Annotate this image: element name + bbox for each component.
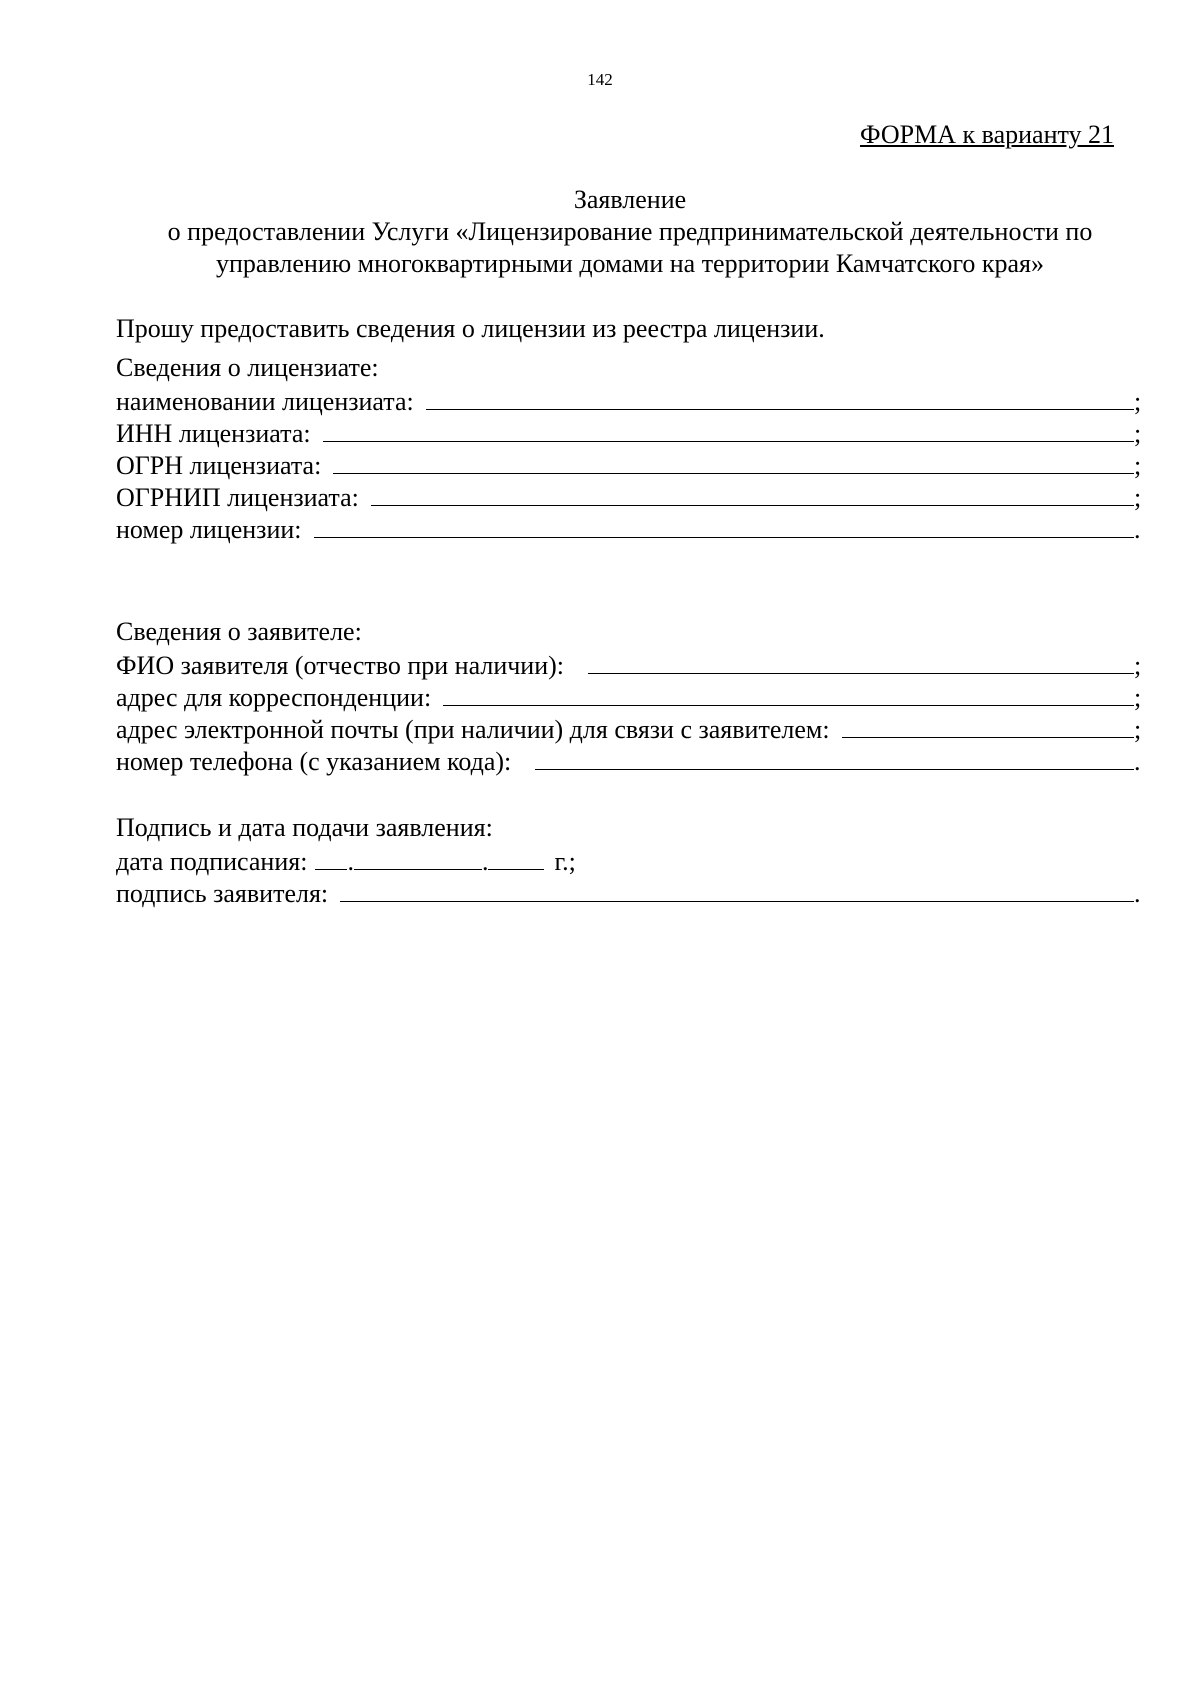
applicant-fullname-input-line[interactable] (588, 649, 1134, 674)
applicant-email-label: адрес электронной почты (при наличии) для связи с заявителем: (116, 715, 830, 744)
applicant-address-label: адрес для корреспонденции: (116, 683, 432, 712)
date-month-input-line[interactable] (354, 845, 482, 870)
field-terminator: ; (1134, 419, 1142, 448)
applicant-email-input-line[interactable] (842, 713, 1134, 738)
licensee-ogrnip-input-line[interactable] (371, 481, 1134, 506)
licensee-heading: Сведения о лицензиате: (116, 353, 379, 382)
applicant-address-input-line[interactable] (443, 681, 1134, 706)
field-terminator: ; (1134, 715, 1142, 744)
field-terminator: ; (1134, 651, 1142, 680)
field-terminator: ; (1134, 451, 1142, 480)
date-year-suffix: г.; (554, 847, 576, 876)
applicant-fullname-field (116, 648, 1146, 680)
form-variant-label: ФОРМА к варианту 21 (860, 120, 1114, 149)
field-terminator: ; (1134, 683, 1142, 712)
licensee-section (116, 352, 1146, 544)
field-terminator: ; (1134, 483, 1142, 512)
licensee-inn-field (116, 416, 1146, 448)
date-separator: . (347, 847, 354, 876)
field-terminator: . (1134, 515, 1141, 544)
licensee-name-label: наименовании лицензиата: (116, 387, 414, 416)
applicant-phone-input-line[interactable] (535, 745, 1134, 770)
applicant-section (116, 616, 1146, 776)
page-number: 142 (587, 70, 613, 89)
applicant-phone-label: номер телефона (с указанием кода): (116, 747, 512, 776)
licensee-ogrn-field (116, 448, 1146, 480)
signing-date-field (116, 844, 1146, 876)
applicant-fullname-label: ФИО заявителя (отчество при наличии): (116, 651, 565, 680)
licensee-name-field (116, 384, 1146, 416)
licensee-inn-input-line[interactable] (323, 417, 1134, 442)
date-separator: . (481, 847, 489, 876)
licensee-ogrn-input-line[interactable] (333, 449, 1134, 474)
licensee-inn-label: ИНН лицензиата: (116, 419, 311, 448)
applicant-signature-field (116, 876, 1146, 908)
document-title (110, 184, 1150, 280)
date-year-input-line[interactable] (488, 845, 544, 870)
title-line-3: управлению многоквартирными домами на территории Камчатского края» (216, 249, 1044, 278)
applicant-heading: Сведения о заявителе: (116, 617, 362, 646)
applicant-signature-input-line[interactable] (340, 877, 1134, 902)
field-terminator: . (1134, 747, 1141, 776)
field-terminator: ; (1134, 387, 1142, 416)
signing-date-label: дата подписания: (116, 847, 308, 876)
license-number-label: номер лицензии: (116, 515, 302, 544)
field-terminator: . (1134, 879, 1141, 908)
title-line-2: о предоставлении Услуги «Лицензирование предпринимательской деятельности по (167, 217, 1093, 246)
licensee-ogrnip-label: ОГРНИП лицензиата: (116, 483, 359, 512)
applicant-signature-label: подпись заявителя: (116, 879, 329, 908)
signature-section (116, 812, 1146, 908)
date-day-input-line[interactable] (315, 845, 347, 870)
applicant-phone-field (116, 744, 1146, 776)
request-text: Прошу предоставить сведения о лицензии из реестра лицензии. (116, 314, 825, 343)
license-number-field (116, 512, 1146, 544)
applicant-email-field (116, 712, 1146, 744)
licensee-ogrnip-field (116, 480, 1146, 512)
signature-heading: Подпись и дата подачи заявления: (116, 813, 493, 842)
licensee-ogrn-label: ОГРН лицензиата: (116, 451, 322, 480)
title-line-1: Заявление (573, 185, 687, 214)
licensee-name-input-line[interactable] (426, 385, 1134, 410)
applicant-address-field (116, 680, 1146, 712)
license-number-input-line[interactable] (314, 513, 1135, 538)
